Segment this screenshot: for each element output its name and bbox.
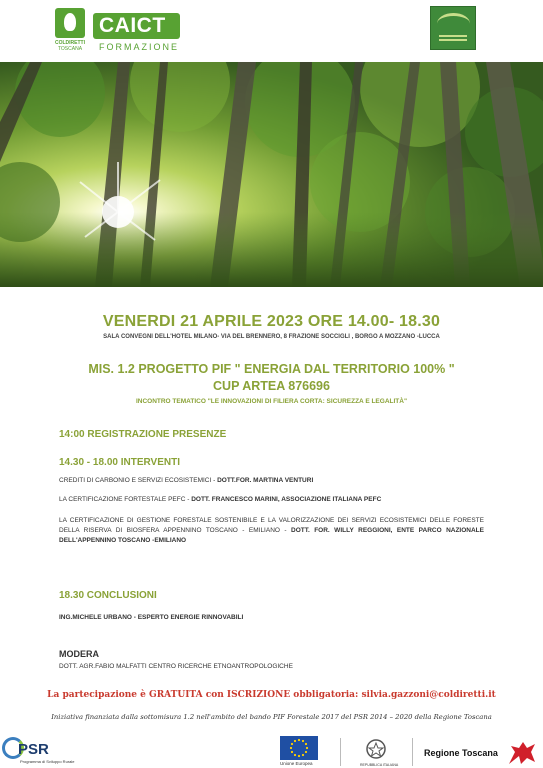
- eu-flag-icon: [280, 736, 318, 760]
- moderator-name: DOTT. AGR.FABIO MALFATTI CENTRO RICERCHE ETNOANTROPOLOGICHE: [59, 663, 293, 670]
- moderator-heading: MODERA: [59, 649, 99, 659]
- intervention-3-topic: LA CERTIFICAZIONE DI GESTIONE FORESTALE SOSTENIBILE E LA VALORIZZAZIONE DEI SERVIZI ECOSISTEMICI DELLE FORESTE DELLA RISERVA DI BIOSFERA APPENNINO TOSCANO - EMILIANO -: [59, 517, 484, 534]
- caict-logo: CAICT: [93, 13, 180, 39]
- coldiretti-mark-icon: [55, 8, 85, 38]
- formazione-label: FORMAZIONE: [99, 42, 179, 52]
- event-date-time: VENERDI 21 APRILE 2023 ORE 14.00- 18.30: [102, 313, 441, 330]
- intervention-item-1: [59, 477, 313, 484]
- intervention-2-speaker: DOTT. FRANCESCO MARINI, ASSOCIAZIONE ITALIANA PEFC: [191, 496, 382, 503]
- eu-stars-icon: [280, 736, 318, 760]
- psr-logo: [2, 735, 92, 768]
- interventions-heading: 14.30 - 18.00 INTERVENTI: [59, 457, 180, 468]
- region-toscana-label: Regione Toscana: [424, 748, 498, 758]
- registration-heading: 14:00 REGISTRAZIONE PRESENZE: [59, 429, 227, 440]
- meeting-theme: INCONTRO TEMATICO "LE INNOVAZIONI DI FILIERA CORTA: SICUREZZA E LEGALITÀ": [135, 398, 408, 405]
- financing-note: Iniziativa finanziata dalla sottomisura 1.2 nell'ambito del bando PIF Forestale 2017 del PSR 2014 – 2020 della Regione Toscana: [51, 713, 492, 721]
- intervention-1-topic: CREDITI DI CARBONIO E SERVIZI ECOSISTEMICI -: [59, 477, 218, 484]
- conclusions-heading: 18.30 CONCLUSIONI: [59, 590, 157, 601]
- footer-divider: [412, 738, 413, 766]
- intervention-1-speaker: DOTT.FOR. MARTINA VENTURI: [217, 477, 314, 484]
- registration-notice: La partecipazione è GRATUITA con ISCRIZIONE obbligatoria: silvia.gazzoni@coldiretti.it: [47, 690, 496, 700]
- forest-photo-image: [0, 62, 543, 287]
- forest-photo: [0, 62, 543, 287]
- intervention-2-topic: LA CERTIFICAZIONE FORTESTALE PEFC -: [59, 496, 192, 503]
- project-title: MIS. 1.2 PROGETTO PIF " ENERGIA DAL TERRITORIO 100% ": [88, 362, 455, 376]
- eu-caption: Unione Europea: [280, 761, 313, 766]
- republic-caption: REPUBBLICA ITALIANA: [360, 763, 399, 767]
- psr-label: PSR: [18, 741, 49, 758]
- conclusions-speaker: ING.MICHELE URBANO - ESPERTO ENERGIE RINNOVABILI: [59, 614, 244, 621]
- pegasus-icon: [505, 738, 539, 768]
- eu-logo: [280, 736, 318, 768]
- cup-code: CUP ARTEA 876696: [213, 379, 330, 393]
- intervention-item-2: [59, 496, 381, 503]
- tuscany-pegasus-logo: [505, 738, 539, 768]
- event-venue: SALA CONVEGNI DELL'HOTEL MILANO- VIA DEL BRENNERO, 8 FRAZIONE SOCCIGLI , BORGO A MOZZANO -LUCCA: [103, 334, 440, 340]
- psr-subtitle: Programma di Sviluppo Rurale: [20, 759, 75, 764]
- intervention-3-speaker: DOTT. FOR. WILLY REGGIONI, ENTE PARCO NAZIONALE DELL'APPENNINO TOSCANO -EMILIANO: [59, 527, 484, 544]
- energia-territorio-logo: [430, 6, 476, 50]
- intervention-item-3: [59, 516, 484, 546]
- coldiretti-region: TOSCANA: [57, 46, 83, 52]
- coldiretti-logo: [50, 8, 90, 54]
- republic-emblem-icon: [356, 738, 396, 762]
- italian-republic-logo: [356, 738, 399, 768]
- coldiretti-name: COLDIRETTI: [55, 40, 85, 46]
- footer-divider: [340, 738, 341, 766]
